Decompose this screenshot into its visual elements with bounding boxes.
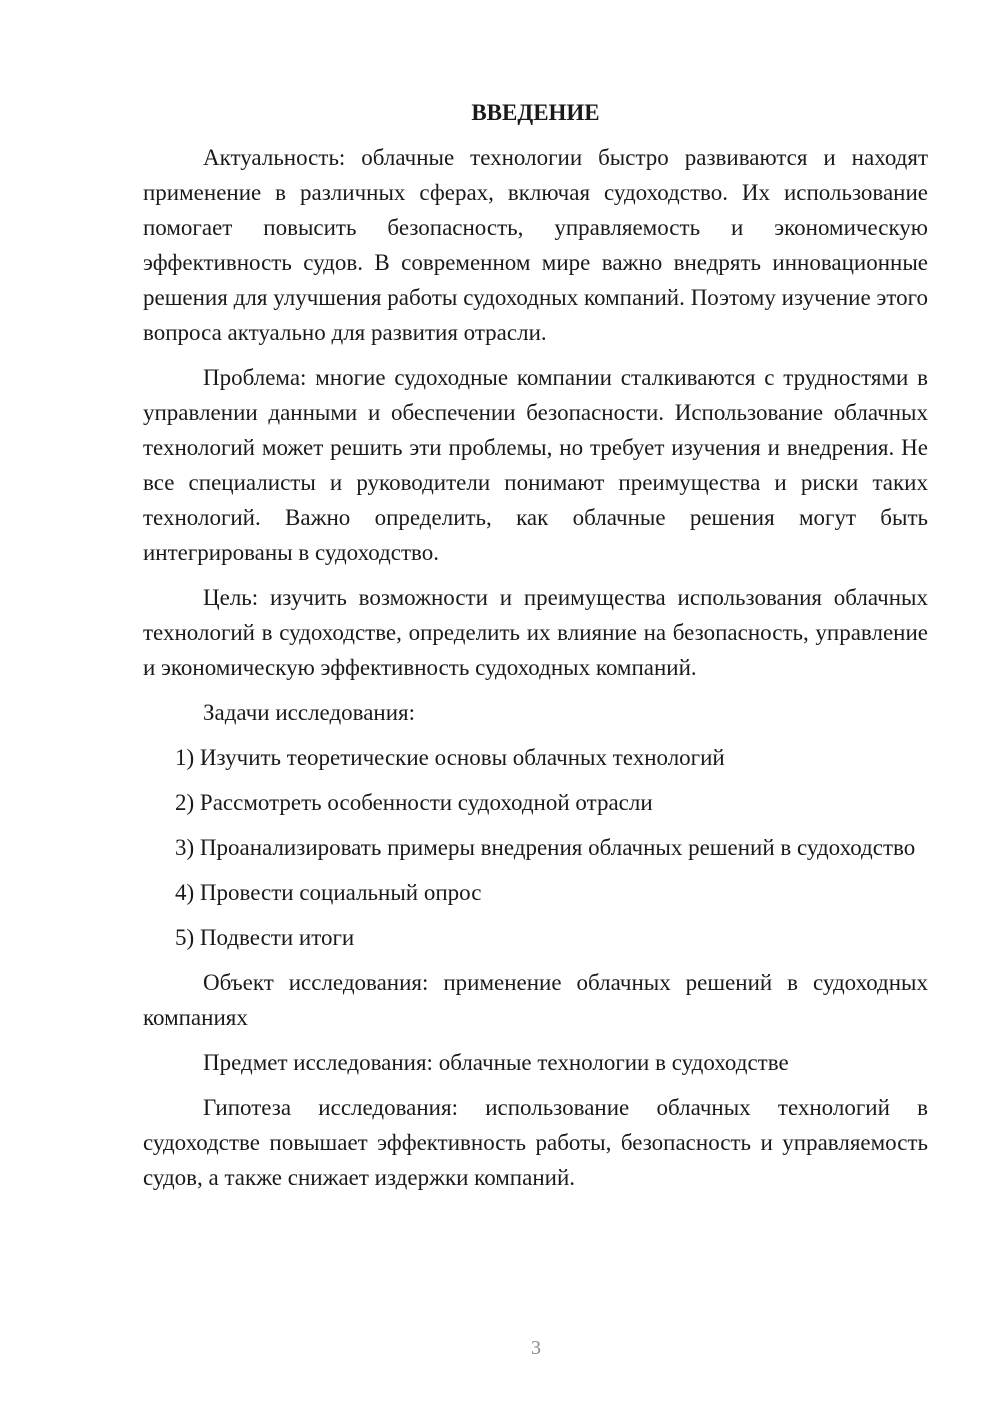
paragraph-goal: Цель: изучить возможности и преимущества использования облачных технологий в судоходстве, определить их влияние на безопасность, управление и экономическую эффективность судоходных компаний. (143, 585, 928, 680)
paragraph-object: Объект исследования: применение облачных решений в судоходных компаниях (143, 970, 928, 1030)
task-item-5: 5) Подвести итоги (175, 925, 355, 950)
tasks-heading: Задачи исследования: (203, 700, 416, 725)
paragraph-hypothesis: Гипотеза исследования: использование облачных технологий в судоходстве повышает эффективность работы, безопасность и управляемость судов, а также снижает издержки компаний. (143, 1095, 928, 1190)
paragraph-problem: Проблема: многие судоходные компании сталкиваются с трудностями в управлении данными и обеспечении безопасности. Использование облачных технологий может решить эти проблемы, но требует изучения и внедрения. Не все специалисты и руководители понимают преимущества и риски таких технологий. Важно определить, как облачные решения могут быть интегрированы в судоходство. (143, 365, 928, 565)
page-number: 3 (531, 1337, 541, 1359)
task-item-2: 2) Рассмотреть особенности судоходной отрасли (175, 790, 653, 815)
task-item-3: 3) Проанализировать примеры внедрения облачных решений в судоходство (175, 835, 916, 860)
task-item-1: 1) Изучить теоретические основы облачных технологий (175, 745, 725, 770)
paragraph-subject: Предмет исследования: облачные технологии в судоходстве (203, 1050, 789, 1075)
task-item-4: 4) Провести социальный опрос (175, 880, 482, 905)
page-title: ВВЕДЕНИЕ (471, 100, 600, 125)
paragraph-relevance: Актуальность: облачные технологии быстро развиваются и находят применение в различных сферах, включая судоходство. Их использование помогает повысить безопасность, управляемость и экономическую эффективность судов. В современном мире важно внедрять инновационные решения для улучшения работы судоходных компаний. Поэтому изучение этого вопроса актуально для развития отрасли. (143, 145, 928, 345)
page-content (143, 95, 928, 1205)
